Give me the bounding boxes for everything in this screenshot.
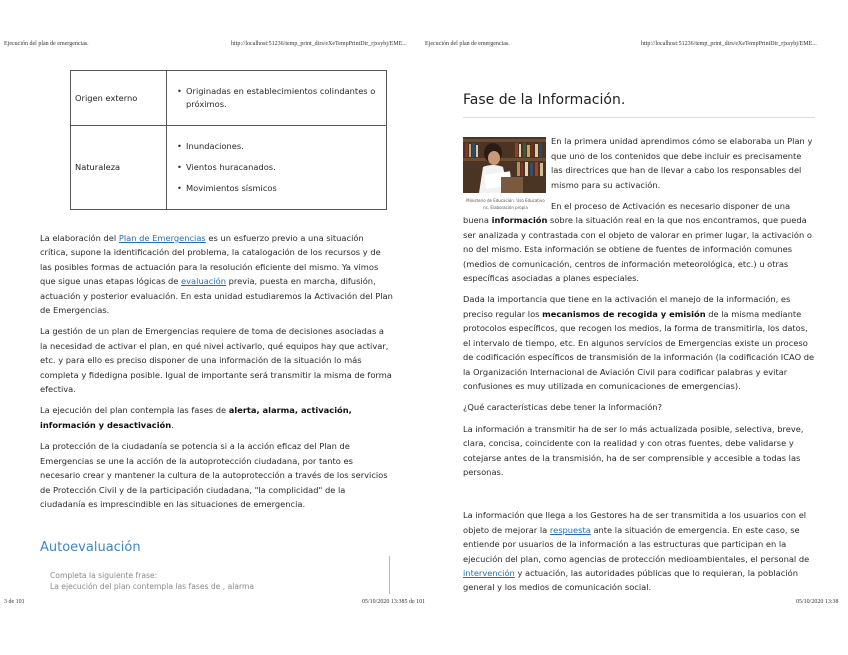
autoevaluacion-heading: Autoevaluación [40,540,141,556]
paragraph-pregunta: ¿Qué características debe tener la información? [463,402,662,413]
row-values [167,126,387,210]
risk-table [70,70,387,210]
paragraph-fases [40,403,393,432]
paragraph-gestion: La gestión de un plan de Emergencias requiere de toma de decisiones asociadas a la necesidad de activar el plan, en qué nivel activarlo, qué equipos hay que activar, etc. y para ello es preciso disponer de una información de la situación lo más completa y fidedigna posible. Igual de importante será transmitir la misma de forma efectiva. [40,326,392,395]
photo-person-reading [463,137,546,193]
text: es un esfuerzo previo a una situación crítica, supone la identificación del problema, la catalogación de los recursos y de las posibles formas de actuación para la resolución eficiente del mismo. Ya vimos que sigue unas etapas lógicas de [40,233,381,287]
left-page-url: http://localhost:51236/temp_print_dirs/eXeTempPrintDir_rjxsybj/EME... [231,41,407,47]
text: La información que llega a los Gestores ha de ser transmitida a los usuarios con el objeto de mejorar la [463,510,807,535]
autoeval-instruction: Completa la siguiente frase: [50,570,158,580]
evaluacion-link[interactable]: evaluación [181,276,226,287]
row-label: Naturaleza [71,126,167,210]
paragraph-unidad: En la primera unidad aprendimos cómo se elaboraba un Plan y que uno de los contenidos que debe incluir es precisamente las directrices que han de llevar a cabo los responsables del mismo para su activación. [551,136,813,190]
table-row [71,126,387,210]
text: y actuación, las autoridades públicas que lo requieran, la población general y los medios de comunicación social. [463,567,798,593]
left-page-number: 3 de 101 [4,599,25,605]
text: previa, puesta en marcha, difusión, actuación y posterior evaluación. En esta unidad estudiaremos la Activación del Plan de Emergencias. [40,276,393,316]
list-item: • Movimientos sísmicos [177,182,378,195]
list-item: • Inundaciones. [177,140,378,153]
autoeval-sentence: La ejecución del plan contempla las fases de , alarma [50,581,255,591]
paragraph-usuarios [463,508,815,594]
text: La ejecución del plan contempla las fases de [40,405,229,416]
autoevaluacion-box [40,570,393,592]
paragraph-proteccion: La protección de la ciudadanía se potencia si a la acción eficaz del Plan de Emergencias se une la acción de la autoprotección ciudadana, por tanto es necesario crear y mantener la cultura de la autoprotección a través de los servicios de Protección Civil y de la participación ciudadana, "la complicidad" de la ciudadanía es imprescindible en las situaciones de emergencia. [40,441,388,509]
fase-informacion-heading: Fase de la Información. [463,93,815,118]
intervencion-link[interactable]: intervención [463,567,515,578]
right-page [463,70,815,602]
text: La elaboración del [40,233,119,243]
text: ante la situación de emergencia. En este caso, se entiende por usuarios de la información a las estructuras que participan en la ejecución del plan, como agencias de protección medioambientales, el personal de [463,524,810,564]
left-page [40,70,393,592]
text: de la misma mediante protocolos específicos, que recogen los medios, la forma de transmitirla, los datos, el intervalo de tiempo, etc. En algunos servicios de Emergencias existe un proceso de codificación específicos de transmisión de la información (la codificación ICAO de la Organización Internacional de Aviación Civil para codificar palabras y evitar confusiones es muy utilizada en comunicaciones de emergencias). [463,308,815,391]
table-row [71,71,387,126]
image-caption: Ministerio de Educación. Uso Educativo nc. Elaboración propia [466,198,545,211]
text: . [171,419,174,430]
bold-text: mecanismos de recogida y emisión [542,308,706,319]
bold-text: alerta, alarma, activación, información y desactivación [40,405,352,430]
right-page-url: http://localhost:51236/temp_print_dirs/eXeTempPrintDir_rjxsybj/EME... [641,41,817,47]
respuesta-link[interactable]: respuesta [549,524,591,535]
paragraph-activacion [463,199,815,285]
right-page-date: 05/10/2020 13:38 [796,599,839,605]
left-page-title: Ejecución del plan de emergencias. [4,41,89,47]
divider [389,556,390,594]
row-values [167,71,387,126]
bold-text: información [491,215,548,226]
text: En el proceso de Activación es necesario disponer de una buena [463,201,791,226]
right-page-title: Ejecución del plan de emergencias. [425,41,510,47]
paragraph-plan [40,231,393,317]
row-label: Origen externo [71,71,167,126]
text: sobre la situación real en la que nos encontramos, que pueda ser analizada y contrastada con el objeto de valorar en primer lugar, la activación o no del mismo. Esta información se obtiene de fuentes de información comunes (medios de comunicación, centros de información meteorológica, etc.) u otras específicas asociadas a planes especiales. [463,215,812,284]
illustration [463,137,548,211]
text: Dada la importancia que tiene en la activación el manejo de la información, es preciso regular los [463,294,791,319]
paragraph-caracteristicas: La información a transmitir ha de ser lo más actualizada posible, selectiva, breve, clara, concisa, coincidente con la realidad y con otras fuentes, debe validarse y cotejarse antes de la transmisión, ha de ser comprensible y accesible a todas las personas. [463,423,804,477]
paragraph-mecanismos [463,292,815,393]
plan-emergencias-link[interactable]: Plan de Emergencias [118,233,206,243]
list-item: • Vientos huracanados. [177,161,378,174]
list-item: • Originadas en establecimientos colindantes o próximos. [177,85,378,111]
bookshelf-photo-icon [463,137,546,193]
middle-footer: 05/10/2020 13:385 de 101 [362,599,426,605]
